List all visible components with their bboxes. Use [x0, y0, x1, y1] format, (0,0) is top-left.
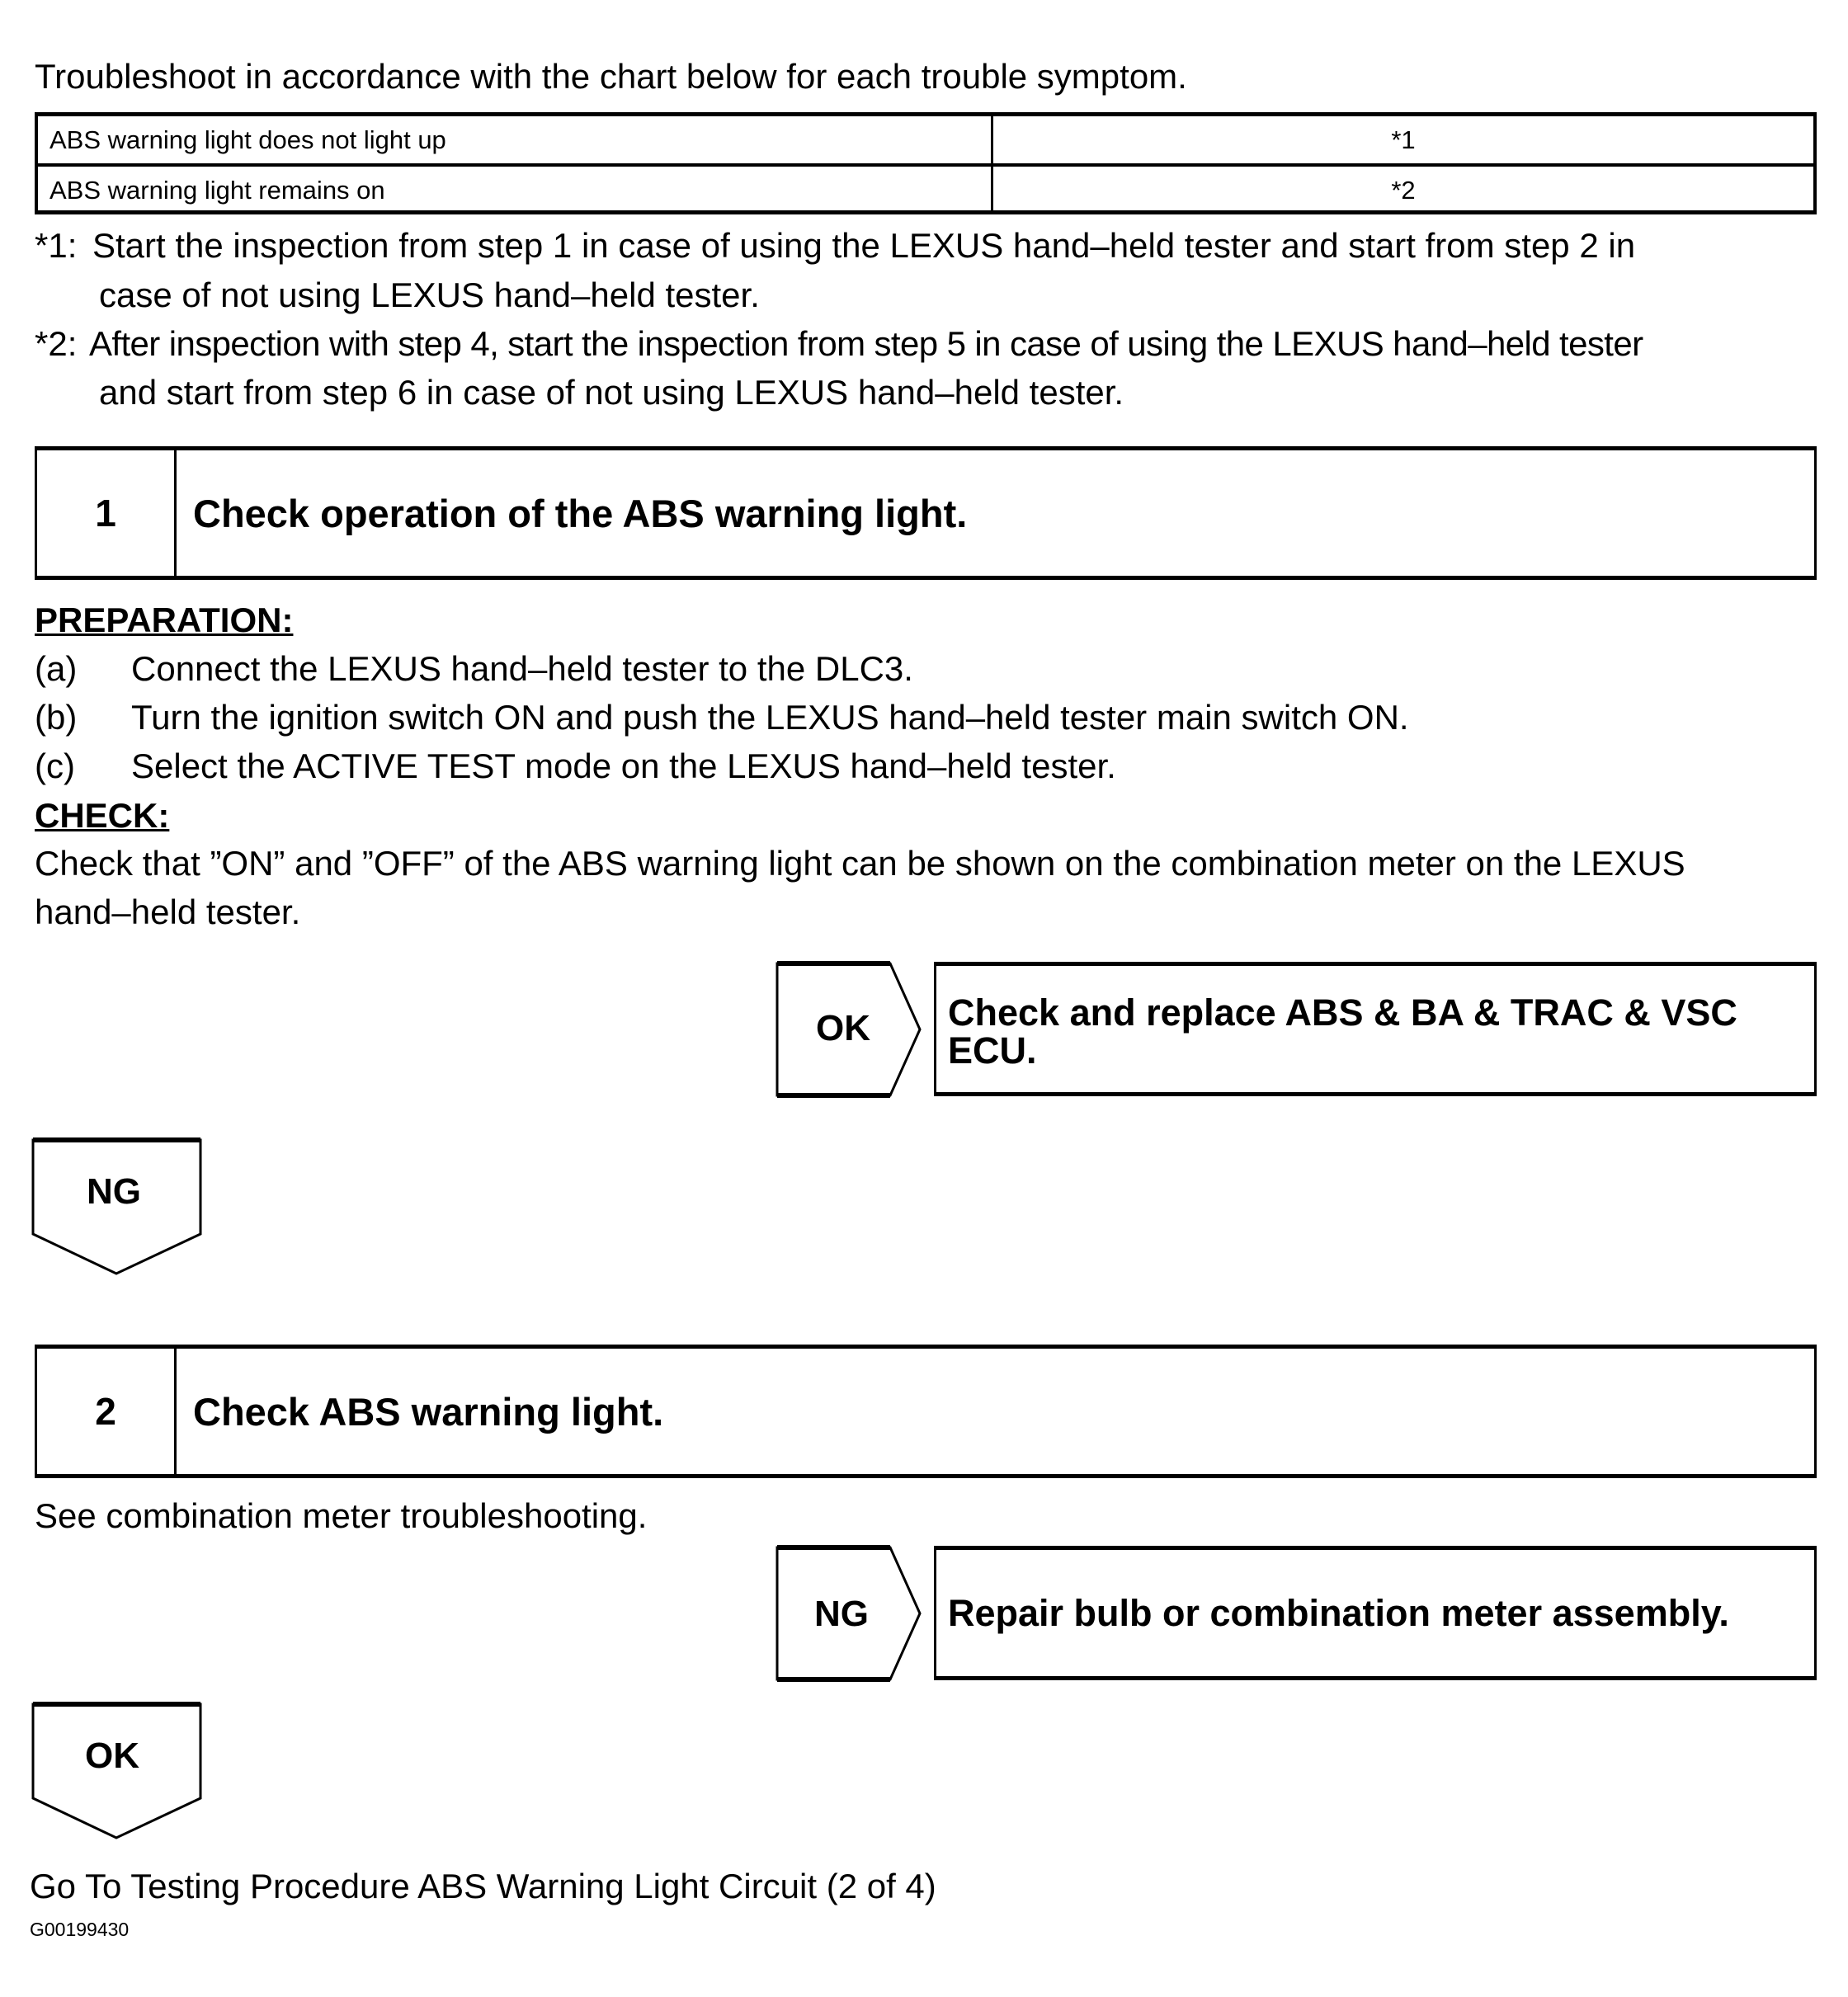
step-1-header	[35, 446, 1817, 580]
prep-label: (c)	[35, 747, 75, 785]
note-text: Start the inspection from step 1 in case of using the LEXUS hand–held tester and start from step 2 in	[92, 226, 1636, 265]
step-2-header	[35, 1345, 1817, 1478]
step-2-text: See combination meter troubleshooting.	[35, 1496, 648, 1535]
prep-label: (a)	[35, 649, 78, 688]
intro-text: Troubleshoot in accordance with the chart below for each trouble symptom.	[35, 57, 1187, 96]
step-title: Check ABS warning light.	[193, 1389, 664, 1434]
ref-cell: *1	[1391, 125, 1416, 154]
note-text: and start from step 6 in case of not using LEXUS hand–held tester.	[99, 373, 1124, 412]
prep-item: Select the ACTIVE TEST mode on the LEXUS hand–held tester.	[131, 747, 1116, 785]
check-text: hand–held tester.	[35, 893, 301, 931]
prep-item: Turn the ignition switch ON and push the LEXUS hand–held tester main switch ON.	[131, 698, 1409, 737]
table-row	[38, 167, 1813, 214]
table-row	[38, 116, 1813, 167]
note-mark: *2:	[35, 324, 78, 363]
arrow-label: NG	[87, 1171, 141, 1212]
footer-link[interactable]: Go To Testing Procedure ABS Warning Light Circuit (2 of 4)	[30, 1867, 936, 1905]
symptom-table	[35, 112, 1817, 214]
note-mark: *1:	[35, 226, 78, 265]
action-box: Check and replace ABS & BA & TRAC & VSC ECU.	[934, 962, 1817, 1096]
figure-id: G00199430	[30, 1919, 130, 1940]
ok-right-arrow	[775, 960, 923, 1099]
ng-right-arrow	[775, 1544, 923, 1683]
step-title: Check operation of the ABS warning light.	[193, 491, 968, 535]
ng-down-arrow	[31, 1137, 204, 1277]
ref-cell: *2	[1391, 176, 1416, 205]
symptom-cell: ABS warning light remains on	[38, 167, 993, 214]
preparation-heading: PREPARATION:	[35, 601, 294, 639]
action-box: Repair bulb or combination meter assembly.	[934, 1546, 1817, 1680]
ok-down-arrow	[31, 1701, 204, 1841]
note-text: After inspection with step 4, start the inspection from step 5 in case of using the LEXUS hand–held tester	[89, 324, 1643, 363]
arrow-label: OK	[816, 1008, 870, 1048]
check-heading: CHECK:	[35, 796, 170, 835]
step-number: 2	[37, 1349, 177, 1474]
prep-label: (b)	[35, 698, 78, 737]
arrow-label: NG	[814, 1594, 869, 1634]
step-number: 1	[37, 450, 177, 576]
note-text: case of not using LEXUS hand–held tester.	[99, 276, 760, 314]
check-text: Check that ”ON” and ”OFF” of the ABS warning light can be shown on the combination meter on the LEXUS	[35, 844, 1685, 883]
arrow-label: OK	[85, 1736, 139, 1776]
symptom-cell: ABS warning light does not light up	[38, 116, 993, 163]
prep-item: Connect the LEXUS hand–held tester to the DLC3.	[131, 649, 913, 688]
